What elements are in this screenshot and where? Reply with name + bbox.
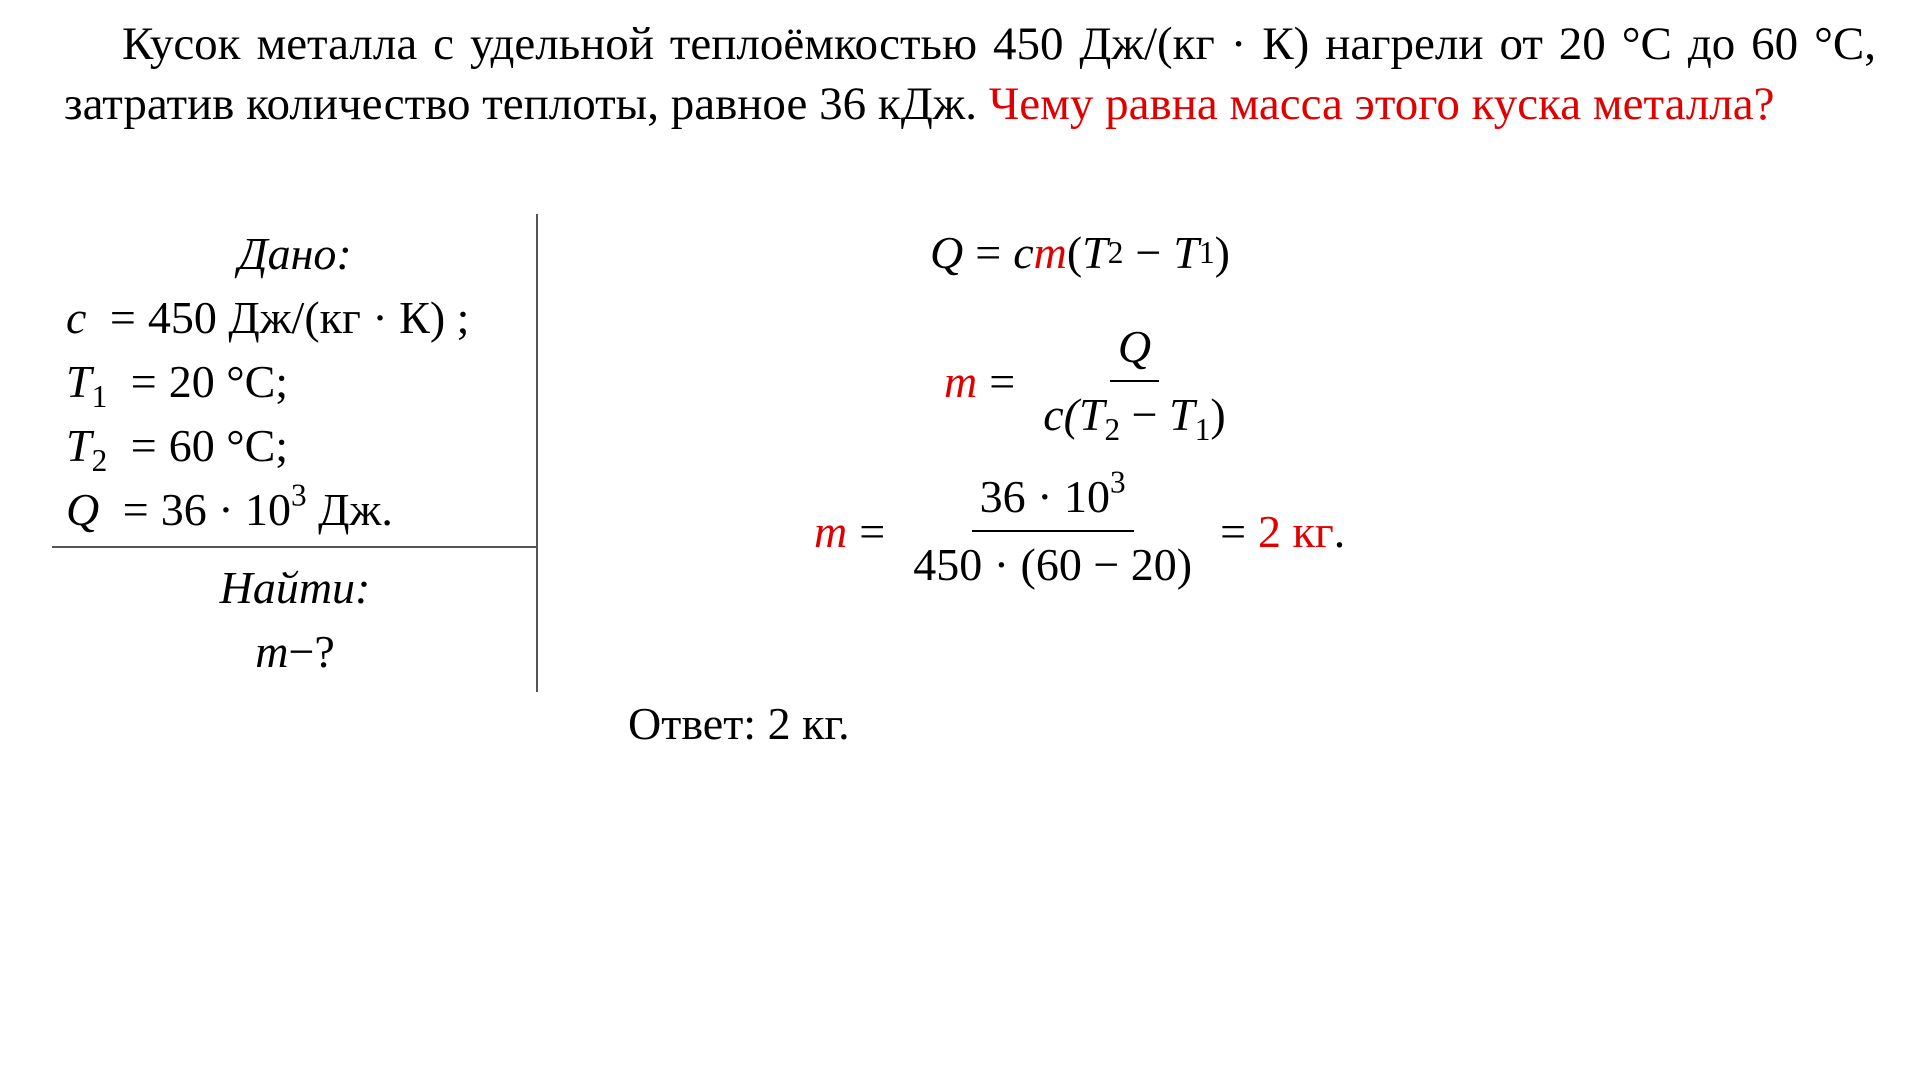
- f1-paren-close: ): [1214, 227, 1230, 278]
- f2-den-close: ): [1210, 389, 1226, 440]
- given-c-value: 450 Дж/(кг · К) ;: [147, 292, 470, 343]
- f3-period: .: [1333, 505, 1346, 557]
- f1-paren-open: (: [1066, 227, 1083, 278]
- f3-eq: =: [859, 505, 886, 557]
- f1-m: m: [1033, 227, 1067, 278]
- given-title: Дано:: [238, 228, 352, 279]
- f1-minus: −: [1135, 227, 1162, 278]
- given-t1: [66, 354, 289, 414]
- formula-heat: Q = c m ( T 2 − T 1 ): [930, 227, 1230, 278]
- f2-den-minus: −: [1120, 389, 1170, 440]
- given-c-eq: =: [109, 292, 136, 343]
- f2-den-t2-sub: 2: [1104, 412, 1121, 447]
- given-q-unit: Дж.: [318, 484, 393, 535]
- given-t2: [66, 418, 289, 478]
- given-t1-value: 20 °C;: [168, 356, 289, 407]
- f3-num-base: 36 · 10: [979, 471, 1110, 522]
- f3-numerator: [972, 464, 1134, 532]
- f2-den-t1-sub: 1: [1194, 412, 1211, 447]
- given-q: [66, 477, 393, 538]
- f1-eq: =: [975, 227, 1002, 278]
- given-t2-symbol: T: [66, 420, 92, 471]
- problem-question: Чему равна масса этого куска металла?: [988, 78, 1775, 130]
- find-rest: −?: [288, 626, 335, 677]
- given-section: [52, 214, 538, 692]
- given-c: [66, 290, 469, 346]
- f2-eq: =: [989, 355, 1016, 407]
- f3-fraction: [905, 464, 1200, 594]
- f2-lhs: m: [944, 355, 978, 407]
- f1-c: c: [1013, 227, 1034, 278]
- given-t2-eq: =: [130, 420, 157, 471]
- f1-lhs: Q: [930, 227, 964, 278]
- f1-t2: T: [1082, 227, 1108, 278]
- f3-eq2: =: [1220, 505, 1247, 557]
- f3-lhs: m: [814, 505, 848, 557]
- f3-result: 2 кг: [1258, 505, 1334, 557]
- f2-den-t2: T: [1078, 389, 1105, 440]
- formula-mass: [944, 318, 1242, 447]
- f2-den-c: c(: [1043, 389, 1079, 440]
- f3-num-exp: 3: [1109, 464, 1126, 500]
- given-t2-value: 60 °C;: [168, 420, 289, 471]
- given-q-exp: 3: [291, 477, 307, 513]
- f3-denominator: 450 · (60 − 20): [913, 539, 1193, 590]
- given-q-eq: =: [122, 484, 149, 535]
- given-t1-symbol: T: [66, 356, 92, 407]
- problem-text: Кусок металла с удельной теплоёмкостью 450 Дж/(кг · К) нагрели от 20 °C до 60 °C, затратив количество теплоты, равное 36 кДж.: [64, 18, 1876, 130]
- find-title: Найти:: [219, 562, 371, 613]
- f2-fraction: [1035, 318, 1234, 447]
- find-symbol: m: [255, 626, 289, 677]
- given-q-base: 36 · 10: [160, 484, 292, 535]
- formula-calculation: [814, 464, 1346, 594]
- answer-line: [628, 696, 850, 752]
- given-t1-eq: =: [130, 356, 157, 407]
- f2-denominator: [1035, 382, 1234, 447]
- find-value: [52, 624, 538, 680]
- f2-den-t1: T: [1169, 389, 1195, 440]
- answer-label: Ответ:: [628, 698, 757, 749]
- f1-t1: T: [1173, 227, 1199, 278]
- given-c-symbol: c: [66, 292, 87, 343]
- given-t1-sub: 1: [91, 379, 108, 414]
- answer-value: 2 кг.: [767, 698, 850, 749]
- given-q-symbol: Q: [66, 484, 100, 535]
- f2-numerator: Q: [1110, 318, 1159, 382]
- problem-statement: [64, 14, 1876, 134]
- given-t2-sub: 2: [91, 443, 108, 478]
